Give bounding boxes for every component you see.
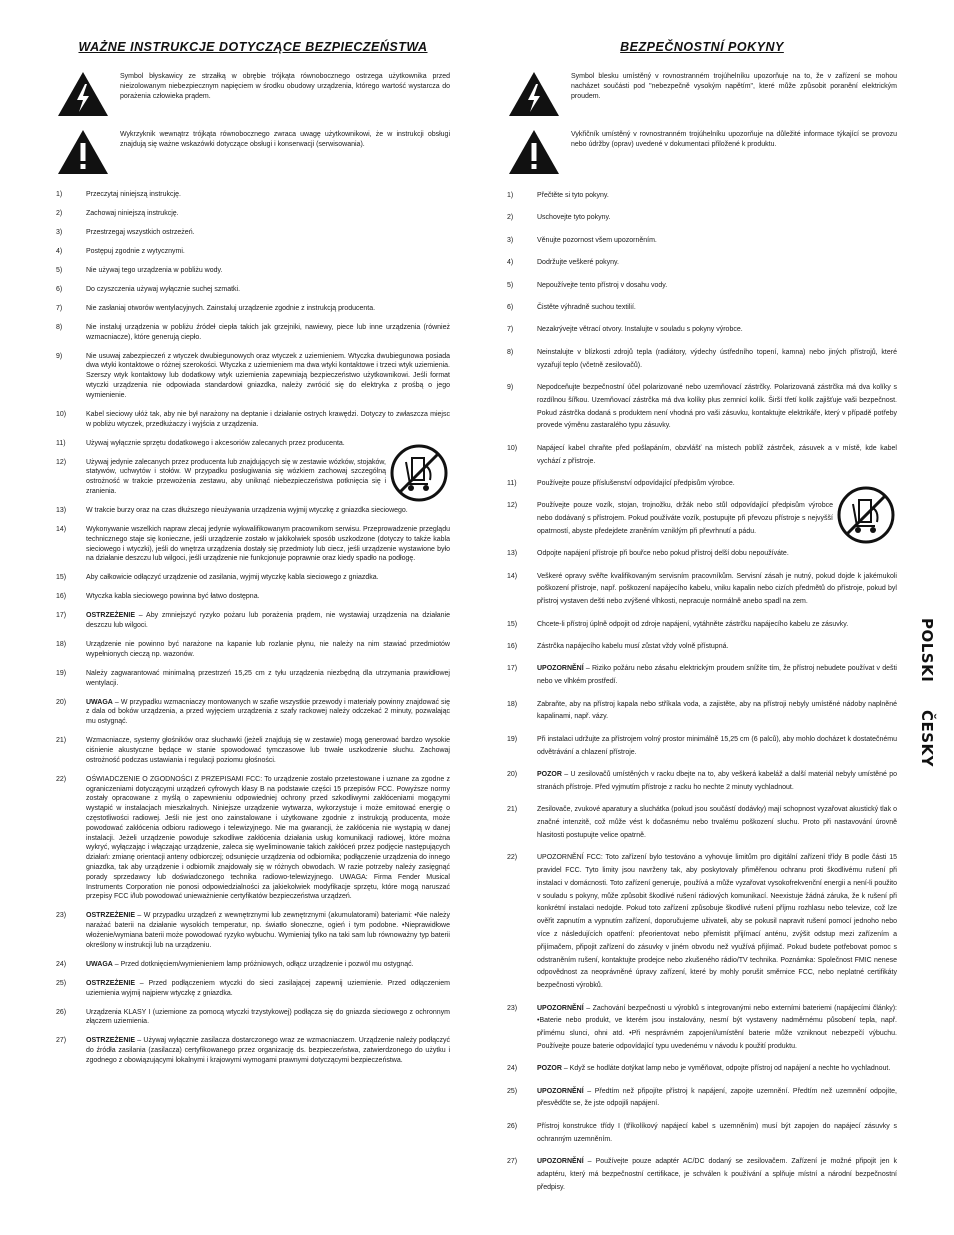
item-body: Postępuj zgodnie z wytycznymi. (86, 247, 185, 255)
item-text (537, 1063, 897, 1076)
instruction-item (56, 736, 450, 765)
item-emphasis: OSTRZEŻENIE (86, 612, 136, 620)
item-number: 3) (507, 236, 514, 244)
item-number: 15) (56, 574, 67, 582)
lightning-warning-row (56, 70, 450, 118)
item-text (537, 619, 897, 632)
instruction-item (507, 324, 897, 337)
item-body: – Riziko požáru nebo zásahu elektrickým proudem snížíte tím, že přístroj nebudete používat v dešti nebo ve vlhkém prostředí. (537, 665, 897, 686)
item-body: Zabraňte, aby na přístroj kapala nebo stříkala voda, a zajistěte, aby na přístroji nebyly umístěné nádoby naplněné kapalinami, např. vázy. (537, 700, 897, 721)
item-body: – Aby zmniejszyć ryzyko pożaru lub porażenia prądem, nie wystawiaj urządzenia na działanie deszczu lub wilgoci. (86, 612, 450, 630)
item-body: Aby całkowicie odłączyć urządzenie od zasilania, wyjmij wtyczkę kabla sieciowego z gniazdka. (86, 574, 379, 582)
item-text (86, 736, 450, 765)
czech-column (507, 40, 897, 1204)
item-number: 9) (56, 352, 63, 360)
instruction-item (56, 228, 450, 238)
item-body: Uschovejte tyto pokyny. (537, 214, 611, 222)
item-body: Přečtěte si tyto pokyny. (537, 192, 609, 199)
instruction-item (507, 443, 897, 469)
item-number: 8) (56, 323, 63, 331)
item-body: Nie usuwaj zabezpieczeń z wtyczek dwubiegunowych oraz wtyczek z uziemieniem. Wtyczka dwubiegunowa posiada dwa wtyki kontaktowe o różnej szerokości. Wtyczka z uziemieniem ma dwa wtyki kontaktowe i trzeci wtyk uziemienia. Szerszy wtyk kontaktowy lub dodatkowy wtyk uziemienia zapewniają bezpieczeństwo użytkownikowi. Jeśli format wtyczki urządzenia nie odpowiada standardowi gniazdka, należy zwrócić się do elektryka z prośbą o jego wymienienie. (86, 352, 450, 399)
lightning-warning-text: Symbol błyskawicy ze strzałką w obrębie trójkąta równobocznego ostrzega użytkownika przed nieizolowanym niebezpiecznym napięciem w środku obudowy urządzenia, którego wartość wystarcza do porażenia człowieka prądem. (120, 73, 450, 101)
item-body: – Když se hodláte dotýkat lamp nebo je vyměňovat, odpojte přístroj od napájení a nechte ho vychladnout. (561, 1065, 891, 1073)
item-body: Urządzenia KLASY I (uziemione za pomocą wtyczki trzystykowej) podłącza się do gniazda sieciowego z ochronnym złączem uziemienia. (86, 1008, 450, 1026)
instruction-item (56, 506, 450, 516)
item-number: 17) (507, 665, 518, 673)
item-text (537, 257, 897, 270)
language-label-cesky: ČESKY (918, 710, 936, 768)
language-side-labels (918, 618, 942, 778)
instruction-item (507, 641, 897, 654)
instruction-item (507, 1003, 897, 1054)
instruction-item (56, 911, 450, 950)
item-emphasis: OSTRZEŻENIE (86, 912, 136, 920)
polish-instruction-list (56, 190, 450, 1066)
polish-title: WAŻNE INSTRUKCJE DOTYCZĄCE BEZPIECZEŃSTWA (78, 40, 428, 54)
exclamation-triangle-icon (507, 128, 561, 176)
item-text (537, 769, 897, 795)
item-text (537, 571, 897, 609)
lightning-triangle-icon (56, 70, 110, 118)
instruction-item (56, 458, 450, 497)
item-number: 10) (56, 410, 67, 418)
cart-tip-over-warning-icon (388, 444, 450, 502)
item-body: – Zachování bezpečnosti u výrobků s integrovanými nebo externími bateriemi (napájecími články): •Baterie nebo produkt, ve kterém jsou instalovány, nesmí být vystaveny nadměrnému působení tepla, např. přímému slunci, ohni atd. •Při nesprávném zapojení/umístění baterie může vzniknout nebezpečí výbuchu. Používejte pouze baterie odpovídající typu uvedenému v návodu k použití produktu. (537, 1004, 897, 1050)
item-body: Używaj wyłącznie sprzętu dodatkowego i akcesoriów zalecanych przez producenta. (86, 439, 345, 447)
instruction-item (507, 347, 897, 373)
item-text (86, 285, 450, 295)
item-number: 11) (56, 439, 66, 447)
item-text (86, 190, 450, 200)
instruction-item (507, 500, 897, 538)
item-body: Urządzenie nie powinno być narażone na kapanie lub rozlanie płynu, nie należy na nim stawiać przedmiotów wypełnionych cieczą np. wazonów. (86, 641, 450, 658)
item-text (86, 911, 450, 950)
item-text (537, 382, 897, 433)
item-text (86, 611, 450, 631)
exclamation-warning-row (507, 128, 897, 176)
item-text (537, 443, 897, 469)
item-number: 12) (507, 502, 518, 510)
item-text (537, 302, 897, 315)
czech-title: BEZPEČNOSTNÍ POKYNY (620, 40, 784, 54)
instruction-item (56, 525, 450, 564)
item-number: 13) (56, 506, 67, 514)
item-number: 5) (507, 281, 514, 289)
item-body: – W przypadku urządzeń z wewnętrznymi lub zewnętrznymi (akumulatorami) bateriami: •Nie należy narażać baterii na działanie wysokich temperatur, np. światło słoneczne, ogień i tym podobne. •Nieprawidłowe włożenie/wymiana baterii może powodować ryzyko wybuchu. Wymieniaj tylko na taki sam lub równoważny typ baterii określony w instrukcji lub na urządzeniu. (86, 912, 450, 949)
item-number: 13) (507, 550, 518, 558)
item-body: Wtyczka kabla sieciowego powinna być łatwo dostępna. (86, 593, 260, 601)
item-emphasis: POZOR (537, 770, 562, 778)
item-emphasis: UPOZORNĚNÍ (537, 1158, 584, 1166)
item-text (537, 548, 897, 561)
instruction-item (507, 769, 897, 795)
language-label-polski: POLSKI (918, 618, 936, 683)
item-body: UPOZORNĚNÍ FCC: Toto zařízení bylo testováno a vyhovuje limitům pro digitální zařízení třídy B podle části 15 pravidel FCC. Tyto limity jsou navrženy tak, aby poskytovaly přiměřenou ochranu proti škodlivému rušení při instalaci v domácnosti. Toto zařízení generuje, používá a může vyzařovat vysokofrekvenční energii a není-li použito v souladu s pokyny, může způsobit škodlivé rušení rádiových komunikací. Neexistuje žádná záruka, že k rušení při konkrétní instalaci nedojde. Pokud toto zařízení způsobuje škodlivé rušení příjmu rozhlasu nebo televize, což lze ověřit zapnutím a vypnutím zařízení, doporučujeme uživateli, aby se pokusil napravit rušení pomocí jednoho nebo více z následujících opatření: přeorientovat nebo přemístit přijímací anténu, zvýšit odstup mezi zařízením a přijímačem, připojit zařízení do zásuvky v jiném obvodu než využívá přijímač. Pokud budete potřebovat pomoc s odstraněním rušení, kontaktujte prodejce nebo zkušeného rádio/TV technika. Poznámka: Společnost FMIC nenese odpovědnost za neoprávněné úpravy zařízení, které by mohly porušit směrnice FCC, nebo neplatné certifikáty bezpečnosti výrobků. (537, 854, 897, 990)
item-emphasis: OSTRZEŻENIE (86, 979, 136, 987)
item-body: Nepodceňujte bezpečnostní účel polarizované nebo uzemňovací zástrčky. Polarizovaná zástrčka má dva kolíky s rozdílnou šířkou. Uzemňovací zástrčka má dva kolíky plus zemnicí kolík. Širší třetí kolík zajišťuje vaši bezpečnost. Pokud zástrčka dodaná s produktem není vhodná pro vaši zásuvku, kontaktujte elektrikáře, který v případě potřeby provede výměnu zastaralého typu zásuvky. (537, 383, 897, 430)
item-body: Do czyszczenia używaj wyłącznie suchej szmatki. (86, 285, 241, 293)
item-text (537, 190, 897, 203)
item-number: 11) (507, 479, 517, 487)
item-number: 23) (56, 912, 67, 920)
instruction-item (507, 1121, 897, 1147)
item-number: 16) (56, 593, 67, 601)
item-number: 20) (56, 698, 67, 706)
item-body: – U zesilovačů umístěných v racku dbejte na to, aby veškerá kabeláž a další materiál nebyly umístěné po stranách přístroje. Před vyjmutím přístroje z racku ho nechte 2 minuty vychladnout. (537, 770, 897, 791)
item-text (537, 663, 897, 689)
item-body: Zesilovače, zvukové aparatury a sluchátka (pokud jsou součástí dodávky) mají schopnost vyzařovat akustický tlak o značné intenzitě, což může vést k dočasnému nebo trvalému poškození sluchu. Proto při nastavování úrovně hlasitosti postupujte velice opatrně. (537, 806, 897, 839)
item-text (537, 699, 897, 725)
item-body: Wzmacniacze, systemy głośników oraz słuchawki (jeżeli znajdują się w zestawie) mogą generować bardzo wysokie ciśnienie akustyczne będące w stanie spowodować tymczasowe lub trwałe uszkodzenie słuchu. Zachowaj ostrożność podczas ustawiania i regulacji poziomu głośności. (86, 737, 450, 764)
item-text (86, 525, 450, 564)
item-number: 2) (507, 214, 514, 222)
exclamation-warning-text: Wykrzyknik wewnątrz trójkąta równobocznego zwraca uwagę użytkownikowi, że w instrukcji obsługi znajdują się ważne wskazówki dotyczące obsługi i konserwacji (serwisowania). (120, 131, 450, 149)
instruction-item (56, 592, 450, 602)
item-number: 20) (507, 770, 518, 778)
instruction-item (56, 247, 450, 257)
item-text (86, 979, 450, 999)
item-body: Napájecí kabel chraňte před pošlapáním, obzvlášť na místech poblíž zástrček, zásuvek a v místě, kde kabel vychází z přístroje. (537, 444, 897, 465)
item-body: Používejte pouze příslušenství odpovídající předpisům výrobce. (537, 479, 735, 487)
instruction-item (507, 280, 897, 293)
item-number: 9) (507, 383, 514, 391)
item-text (86, 228, 450, 238)
instruction-item (56, 352, 450, 401)
item-body: Nezakrývejte větrací otvory. Instalujte v souladu s pokyny výrobce. (537, 326, 743, 334)
instruction-item (507, 1156, 897, 1194)
item-text (86, 323, 450, 343)
instruction-item (56, 775, 450, 902)
item-text (86, 410, 450, 430)
item-number: 14) (56, 525, 67, 533)
item-body: – W przypadku wzmacniaczy montowanych w szafie wszystkie przewody i materiały powinny znajdować się z dala od boków urządzenia, a przed wyjęciem urządzenia z szafy rackowej należy odczekać 2 minuty, pozwalając mu ostygnąć. (86, 698, 450, 726)
item-number: 6) (56, 285, 63, 293)
item-body: Veškeré opravy svěřte kvalifikovaným servisním pracovníkům. Servisní zásah je nutný, pokud dojde k jakémukoli poškození přístroje, např. poškození napájecího kabelu, vniku kapalin nebo cizích předmětů do přístroje, pokud byl přístroj vystaven dešti nebo zvýšené vlhkosti, nepracuje normálně anebo spadl na zem. (537, 572, 897, 606)
item-number: 22) (56, 775, 67, 783)
item-body: – Používejte pouze adaptér AC/DC dodaný se zesilovačem. Zařízení je možné připojit jen k adaptéru, který má bezpečnostní certifikace, je schválen k používání a splňuje místní a národní bezpečnostní předpisy. (537, 1158, 897, 1191)
exclamation-triangle-icon (56, 128, 110, 176)
item-emphasis: OSTRZEŻENIE (86, 1037, 136, 1045)
item-number: 15) (507, 620, 518, 628)
item-body: Věnujte pozornost všem upozorněním. (537, 236, 657, 244)
item-number: 18) (507, 700, 518, 708)
item-text (537, 324, 897, 337)
item-text (537, 1156, 897, 1194)
item-body: Nepoužívejte tento přístroj v dosahu vody. (537, 281, 668, 289)
item-number: 8) (507, 348, 514, 356)
item-body: Odpojte napájení přístroje při bouřce nebo pokud přístroj delší dobu nepoužíváte. (537, 550, 789, 558)
item-text (537, 280, 897, 293)
item-text (537, 804, 897, 842)
item-number: 16) (507, 643, 518, 651)
item-number: 21) (56, 737, 67, 745)
item-body: Neinstalujte v blízkosti zdrojů tepla (radiátory, výdechy ústředního topení, kamna) nebo jiných přístrojů, které vyzařují teplo (včetně zesilovačů). (537, 348, 897, 369)
item-number: 19) (507, 735, 518, 743)
item-body: – Przed dotknięciem/wymienieniem lamp próżniowych, odłącz urządzenie i pozwól mu ostygnąć. (112, 960, 414, 968)
item-number: 25) (56, 979, 67, 987)
instruction-item (507, 852, 897, 993)
lightning-warning-text: Symbol blesku umístěný v rovnostranném trojúhelníku upozorňuje na to, že v zařízení se mohou nacházet součásti pod "nebezpečně vysokým napětím", které může způsobit poranění elektrickým proudem. (571, 73, 897, 101)
instruction-item (56, 1036, 450, 1065)
instruction-item (56, 640, 450, 660)
item-number: 4) (507, 259, 514, 267)
item-number: 5) (56, 266, 63, 274)
item-number: 26) (56, 1008, 67, 1016)
item-body: Nie instaluj urządzenia w pobliżu źródeł ciepła takich jak grzejniki, nawiewy, piece lub inne urządzenia (również wzmacniacze), które generują ciepło. (86, 323, 450, 341)
item-text (86, 266, 450, 276)
exclamation-warning-row (56, 128, 450, 176)
item-number: 19) (56, 669, 67, 677)
item-number: 26) (507, 1122, 518, 1130)
item-body: – Předtím než připojíte přístroj k napájení, zapojte uzemnění. Předtím než uzemnění odpojíte, přesvědčte se, že jste odpojili napájení. (537, 1087, 897, 1108)
item-text (537, 347, 897, 373)
item-text (86, 640, 450, 660)
item-emphasis: UWAGA (86, 698, 113, 706)
item-body: Při instalaci udržujte za přístrojem volný prostor minimálně 15,25 cm (6 palců), aby mohlo docházet k dostatečnému odvětrávání a chlazení přístroje. (537, 735, 897, 756)
instruction-item (56, 960, 450, 970)
instruction-item (56, 698, 450, 727)
item-text (86, 592, 450, 602)
instruction-item (56, 190, 450, 200)
item-emphasis: UPOZORNĚNÍ (537, 1004, 584, 1012)
item-number: 1) (56, 191, 63, 198)
item-number: 21) (507, 806, 518, 814)
instruction-item (507, 804, 897, 842)
item-body: Chcete-li přístroj úplně odpojit od zdroje napájení, vytáhněte zástrčku napájecího kabelu ze zásuvky. (537, 620, 849, 628)
instruction-item (56, 323, 450, 343)
instruction-item (56, 611, 450, 631)
item-number: 10) (507, 444, 518, 452)
item-body: OŚWIADCZENIE O ZGODNOŚCI Z PRZEPISAMI FCC: To urządzenie zostało przetestowane i uznane za zgodne z ograniczeniami dotyczącymi urządzeń cyfrowych klasy B na podstawie części 15 przepisów FCC. Powyższe normy zostały opracowane z myślą o zapewnieniu odpowiedniej ochrony przed szkodliwymi zakłóceniami mogącymi wystąpić w instalacjach mieszkalnych. Niniejsze urządzenie wytwarza, wykorzystuje i może emitować energię o częstotliwości radiowej. Jeśli nie jest ono zainstalowane i użytkowane zgodnie z instrukcją producenta, może powodować zakłócenia odbioru radiowego i telewizyjnego. Nie ma gwarancji, że zakłócenia nie wystąpią w danej instalacji. Jeżeli urządzenie powoduje szkodliwe zakłócenia działania usług komunikacji radiowej, które można wykryć, wyłączając i włączając urządzenie, zaleca się wyeliminowanie takich zakłóceń przez podjęcie następujących działań: zmianę orientacji anteny odbiorczej; odsunięcie urządzenia od odbiornika; podłączenie urządzenia do innego gniazdka, tak aby urządzenie i odbiornik znajdowały się w różnych obwodach. W razie potrzeby należy zasięgnąć porady sprzedawcy lub doświadczonego technika radiowo-telewizyjnego. UWAGA: Firma Fender Musical Instruments Corporation nie ponosi odpowiedzialności za jakiekolwiek modyfikacje sprzętu, które mogą naruszać przepisy FCC i/lub powodować unieważnienie certyfikatów bezpieczeństwa urządzeń. (86, 775, 450, 901)
item-number: 18) (56, 641, 67, 649)
item-text (537, 212, 897, 225)
item-emphasis: UPOZORNĚNÍ (537, 1087, 584, 1095)
item-body: Používejte pouze vozík, stojan, trojnožku, držák nebo stůl odpovídající předpisům výrobce nebo dodávaný s přístrojem. Pokud používáte vozík, postupujte při převozu přístroje s nejvyšší opatrností, abyste předejdete zraněním vzniklým při převrhnutí a pádu. (537, 502, 833, 535)
instruction-item (507, 190, 897, 203)
item-number: 14) (507, 572, 518, 580)
item-text (537, 734, 897, 760)
instruction-item (507, 571, 897, 609)
item-text (86, 506, 450, 516)
instruction-item (56, 979, 450, 999)
instruction-item (507, 663, 897, 689)
cart-tip-over-warning-icon (835, 486, 897, 544)
item-body: Przeczytaj niniejszą instrukcję. (86, 191, 181, 198)
instruction-item (56, 304, 450, 314)
item-body: Dodržujte veškeré pokyny. (537, 259, 619, 267)
item-emphasis: UPOZORNĚNÍ (537, 665, 584, 673)
item-number: 27) (56, 1037, 67, 1045)
instruction-item (507, 1086, 897, 1112)
item-text (537, 641, 897, 654)
item-body: Kabel sieciowy ułóż tak, aby nie był narażony na deptanie i działanie ostrych krawędzi. Dotyczy to zwłaszcza miejsc w pobliżu wtyczek, przedłużaczy i wyjścia z urządzenia. (86, 410, 450, 428)
item-body: Używaj jedynie zalecanych przez producenta lub znajdujących się w zestawie wózków, stojaków, statywów, uchwytów i stołów. W przypadku posługiwania się wózkiem zachowaj szczególną ostrożność w trakcie przewożenia zestawu, aby uniknąć niebezpieczeństwa potknięcia się i zranienia. (86, 458, 386, 495)
item-number: 24) (507, 1065, 518, 1073)
item-text (537, 1121, 897, 1147)
instruction-item (507, 699, 897, 725)
instruction-item (56, 573, 450, 583)
item-text (86, 209, 450, 219)
item-text (86, 352, 450, 401)
item-number: 25) (507, 1087, 518, 1095)
instruction-item (56, 669, 450, 689)
item-emphasis: POZOR (537, 1065, 562, 1073)
instruction-item (507, 1063, 897, 1076)
instruction-item (56, 410, 450, 430)
item-text (537, 1003, 897, 1054)
instruction-item (507, 302, 897, 315)
instruction-item (56, 266, 450, 276)
exclamation-warning-text: Vykřičník umístěný v rovnostranném trojúhelníku upozorňuje na důležité informace týkající se provozu nebo údržby (oprav) uvedené v dokumentaci přiložené k produktu. (571, 131, 897, 149)
item-number: 6) (507, 303, 514, 311)
item-number: 7) (507, 326, 514, 334)
item-body: Nie zasłaniaj otworów wentylacyjnych. Zainstaluj urządzenie zgodnie z instrukcją producenta. (86, 304, 376, 312)
item-body: Zástrčka napájecího kabelu musí zůstat vždy volně přístupná. (537, 643, 729, 651)
item-body: Nie używaj tego urządzenia w pobliżu wody. (86, 266, 223, 274)
lightning-triangle-icon (507, 70, 561, 118)
instruction-item (507, 548, 897, 561)
item-number: 23) (507, 1004, 518, 1012)
instruction-item (507, 382, 897, 433)
item-number: 1) (507, 192, 514, 199)
item-number: 27) (507, 1158, 518, 1166)
item-number: 7) (56, 304, 63, 312)
instruction-item (56, 285, 450, 295)
item-body: – Przed podłączeniem wtyczki do sieci zasilającej zapewnij uziemienie. Przed odłączeniem uziemienia wyjmij najpierw wtyczkę z gniazdka. (86, 979, 450, 997)
item-number: 22) (507, 854, 518, 862)
instruction-item (507, 235, 897, 248)
item-text (86, 247, 450, 257)
item-body: W trakcie burzy oraz na czas dłuższego nieużywania urządzenia wyjmij wtyczkę z gniazdka sieciowego. (86, 506, 408, 514)
item-text (537, 235, 897, 248)
item-text (86, 1036, 450, 1065)
item-text (537, 1086, 897, 1112)
instruction-item (507, 257, 897, 270)
item-number: 4) (56, 247, 63, 255)
item-text (86, 960, 450, 970)
item-text (86, 1008, 450, 1028)
item-text (86, 698, 450, 727)
item-body: Należy zagwarantować minimalną przestrzeń 15,25 cm z tyłu urządzenia niezbędną dla utrzymania prawidłowej wentylacji. (86, 669, 450, 687)
instruction-item (507, 212, 897, 225)
item-text (86, 304, 450, 314)
item-emphasis: UWAGA (86, 960, 113, 968)
instruction-item (507, 734, 897, 760)
czech-instruction-list (507, 190, 897, 1194)
instruction-item (507, 619, 897, 632)
item-body: Čistěte výhradně suchou textilií. (537, 303, 636, 311)
item-text (86, 775, 450, 902)
item-body: Przestrzegaj wszystkich ostrzeżeń. (86, 228, 195, 236)
item-text (86, 669, 450, 689)
item-number: 3) (56, 228, 63, 236)
item-number: 12) (56, 458, 67, 466)
instruction-item (56, 209, 450, 219)
instruction-item (56, 1008, 450, 1028)
item-body: – Używaj wyłącznie zasilacza dostarczonego wraz ze wzmacniaczem. Urządzenie należy podłączyć do źródła zasilania (zasilacza) certyfikowanego przez organizację ds. bezpieczeństwa, zatwierdzonego do użytku i zgodnego z obowiązującymi lokalnymi i krajowymi wymogami prawnymi dotyczącymi bezpieczeństwa. (86, 1037, 450, 1064)
item-number: 24) (56, 960, 67, 968)
item-body: Zachowaj niniejszą instrukcję. (86, 209, 179, 217)
item-body: Wykonywanie wszelkich napraw zlecaj jedynie wykwalifikowanym pracownikom serwisu. Przeprowadzenie przeglądu technicznego staje się konieczne, jeśli urządzenie zostało w jakikolwiek sposób uszkodzone (dotyczy to także kabla sieciowego i wtyczki), jeśli do wnętrza urządzenia dostały się przedmioty lub ciecz, jeśli urządzenie wystawione było na działanie deszczu lub wilgoci, jeśli urządzenie nie funkcjonuje poprawnie oraz kiedy spadło na podłogę. (86, 525, 450, 563)
polish-column (56, 40, 450, 1075)
item-text (86, 573, 450, 583)
lightning-warning-row (507, 70, 897, 118)
item-body: Přístroj konstrukce třídy I (tříkolíkový napájecí kabel s uzemněním) musí být zapojen do napájecí zásuvky s ochranným uzemněním. (537, 1122, 897, 1143)
item-text (537, 852, 897, 993)
item-number: 17) (56, 612, 67, 620)
item-number: 2) (56, 209, 63, 217)
